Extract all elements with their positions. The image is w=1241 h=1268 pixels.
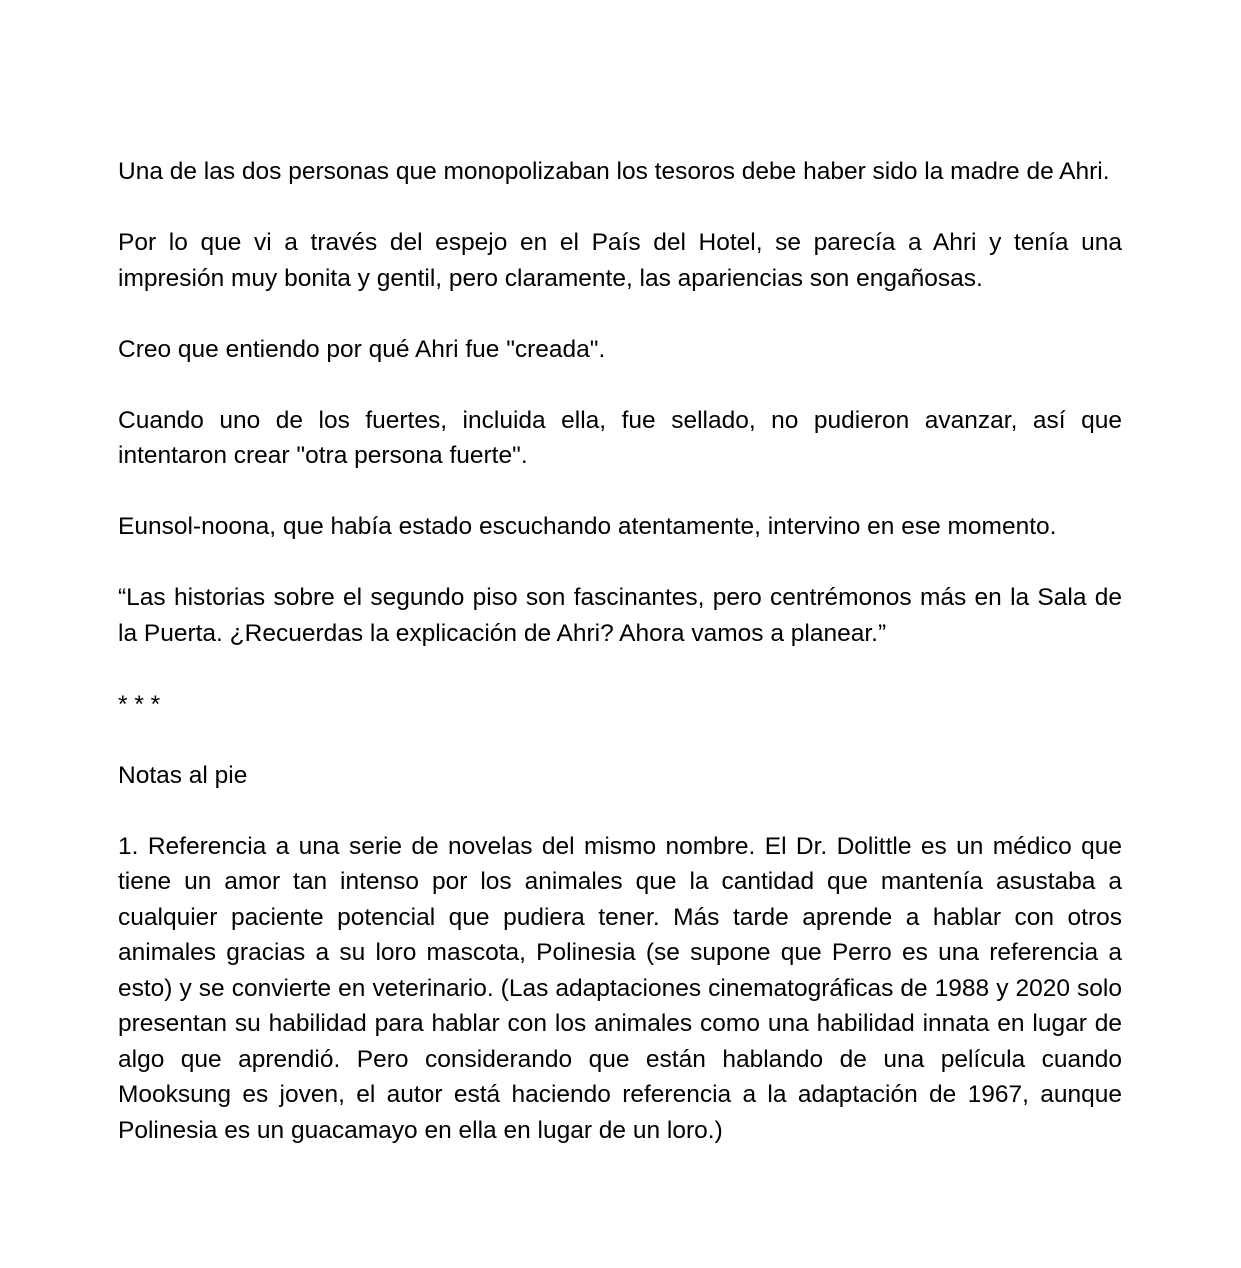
paragraph: “Las historias sobre el segundo piso son fascinantes, pero centrémonos más en la Sala de la Puerta. ¿Recuerdas la explicación de Ahri? Ahora vamos a planear.” [118,584,1122,647]
paragraph: Una de las dos personas que monopolizaban los tesoros debe haber sido la madre de Ahri. [118,158,1110,185]
paragraph: Creo que entiendo por qué Ahri fue "creada". [118,335,606,363]
paragraph: Cuando uno de los fuertes, incluida ella, fue sellado, no pudieron avanzar, así que intentaron crear "otra persona fuerte". [118,406,1122,469]
paragraph: Por lo que vi a través del espejo en el País del Hotel, se parecía a Ahri y tenía una impresión muy bonita y gentil, pero claramente, las apariencias son engañosas. [118,229,1122,292]
section-separator: * * * [118,690,161,718]
footnote: 1. Referencia a una serie de novelas del mismo nombre. El Dr. Dolittle es un médico que tiene un amor tan intenso por los animales que la cantidad que mantenía asustaba a cualquier paciente potencial que pudiera tener. Más tarde aprende a hablar con otros animales gracias a su loro mascota, Polinesia (se supone que Perro es una referencia a esto) y se convierte en veterinario. (Las adaptaciones cinematográficas de 1988 y 2020 solo presentan su habilidad para hablar con los animales como una habilidad innata en lugar de algo que aprendió. Pero considerando que están hablando de una película cuando Mooksung es joven, el autor está haciendo referencia a la adaptación de 1967, aunque Polinesia es un guacamayo en ella en lugar de un loro.) [118,832,1122,1144]
document-page [118,154,1122,1148]
footnotes-heading: Notas al pie [118,761,248,789]
paragraph: Eunsol-noona, que había estado escuchando atentamente, intervino en ese momento. [118,513,1057,540]
